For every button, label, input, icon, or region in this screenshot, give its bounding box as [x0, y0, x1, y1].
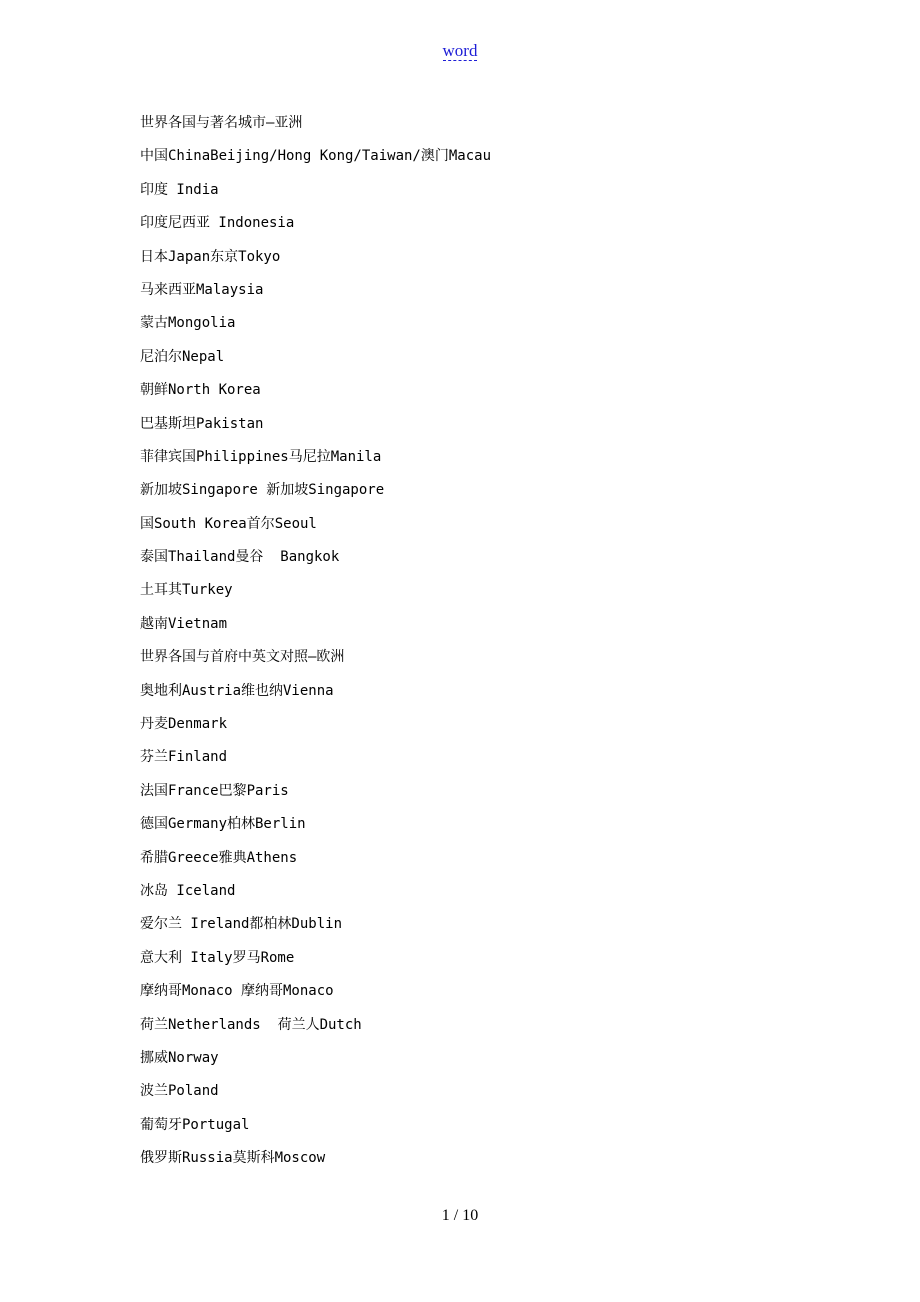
page-number: 1 / 10: [441, 1207, 479, 1224]
text-line: 俄罗斯Russia莫斯科Moscow: [140, 1150, 326, 1167]
text-line: 朝鲜North Korea: [140, 382, 261, 399]
text-line: 波兰Poland: [140, 1083, 219, 1100]
text-line: 泰国Thailand曼谷 Bangkok: [140, 549, 340, 566]
text-line: 奥地利Austria维也纳Vienna: [140, 682, 334, 699]
text-line: 印度 India: [140, 181, 219, 198]
text-line: 世界各国与著名城市—亚洲: [140, 115, 303, 131]
text-line: 芬兰Finland: [140, 749, 228, 766]
text-line: 德国Germany柏林Berlin: [140, 816, 306, 833]
text-line: 印度尼西亚 Indonesia: [140, 215, 295, 232]
text-line: 摩纳哥Monaco 摩纳哥Monaco: [140, 983, 334, 1000]
text-line: 意大利 Italy罗马Rome: [140, 949, 295, 966]
text-line: 丹麦Denmark: [140, 716, 228, 733]
text-line: 尼泊尔Nepal: [140, 348, 225, 365]
text-line: 越南Vietnam: [140, 615, 228, 632]
text-line: 爱尔兰 Ireland都柏林Dublin: [140, 916, 343, 933]
text-line: 菲律宾国Philippines马尼拉Manila: [140, 448, 382, 465]
text-line: 日本Japan东京Tokyo: [140, 248, 281, 265]
text-line: 马来西亚Malaysia: [140, 281, 264, 298]
text-line: 新加坡Singapore 新加坡Singapore: [140, 482, 385, 499]
text-line: 世界各国与首府中英文对照—欧洲: [140, 649, 345, 666]
text-line: 冰岛 Iceland: [140, 882, 236, 899]
text-line: 国South Korea首尔Seoul: [140, 515, 317, 532]
text-line: 蒙古Mongolia: [140, 315, 236, 332]
text-line: 巴基斯坦Pakistan: [140, 415, 264, 432]
text-line: 挪威Norway: [140, 1049, 219, 1066]
text-line: 葡萄牙Portugal: [140, 1116, 250, 1133]
text-line: 荷兰Netherlands 荷兰人Dutch: [140, 1016, 362, 1033]
text-line: 法国France巴黎Paris: [140, 782, 289, 799]
header-word-link[interactable]: word: [442, 41, 478, 60]
text-line: 希腊Greece雅典Athens: [140, 849, 298, 866]
text-line: 土耳其Turkey: [140, 582, 233, 599]
document-body: [140, 112, 840, 1181]
text-line: 中国ChinaBeijing/Hong Kong/Taiwan/澳门Macau: [140, 148, 492, 165]
page-header: [0, 40, 920, 62]
